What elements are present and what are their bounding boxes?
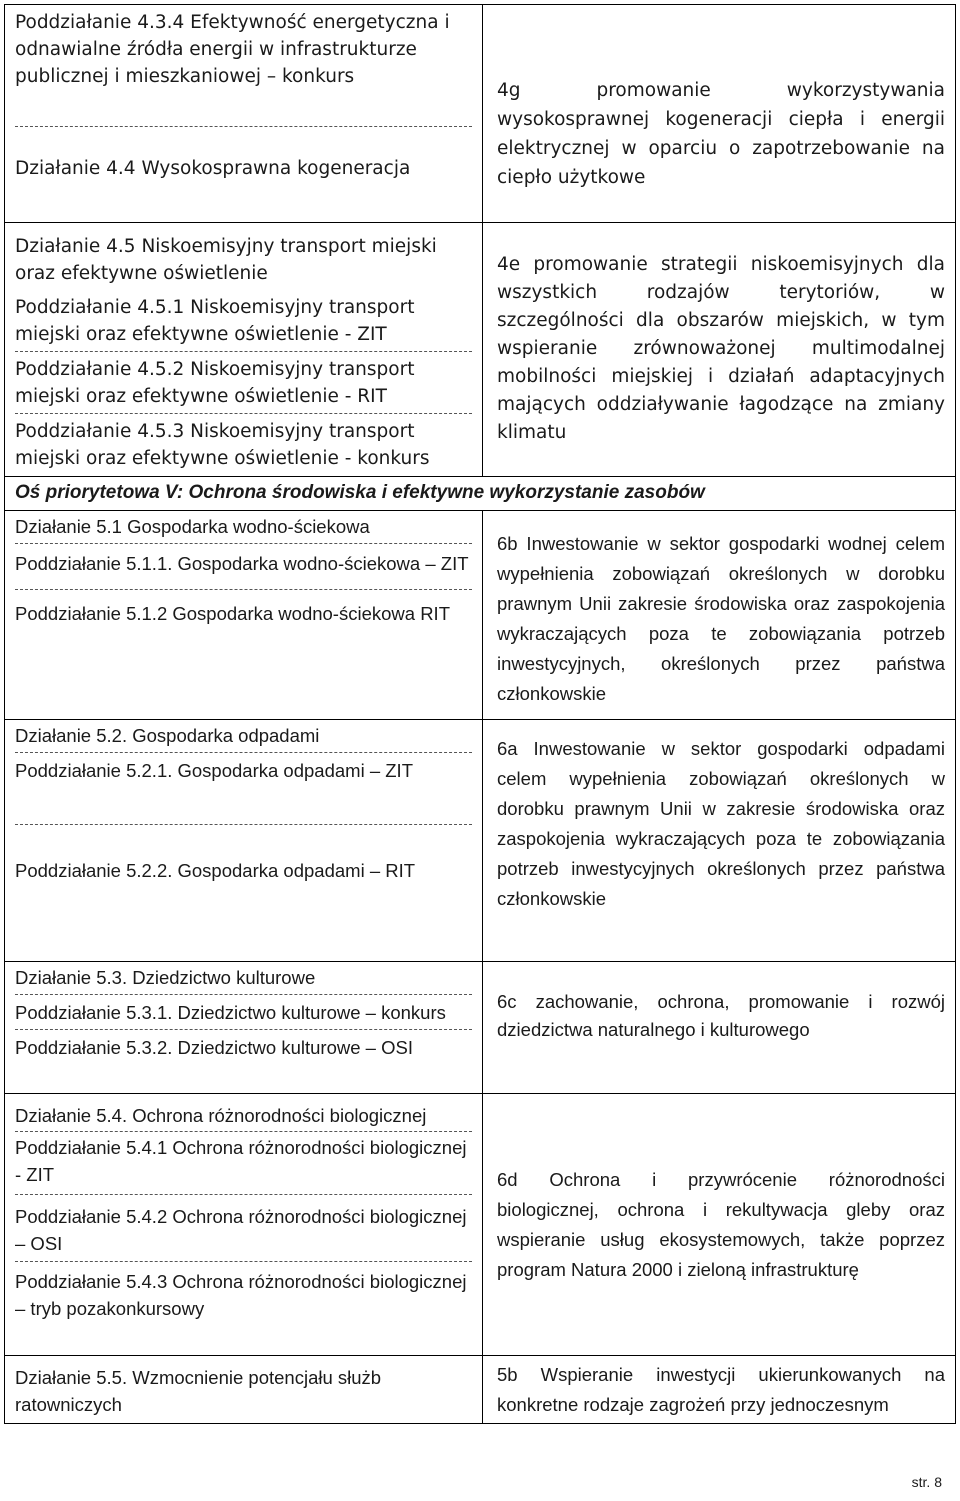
investment-priority: 4g promowanie wykorzystywania wysokosprawnej kogeneracji ciepła i energii elektrycznej w oparciu o zapotrzebowanie na ciepło użytkowe: [497, 79, 945, 188]
measure-entry: Działanie 4.5 Niskoemisyjny transport miejski oraz efektywne oświetlenie: [15, 236, 437, 284]
measure-entry: Poddziałanie 4.5.3 Niskoemisyjny transport miejski oraz efektywne oświetlenie - konkurs: [15, 421, 430, 469]
left-cell: [5, 720, 483, 961]
measure-entry: Poddziałanie 4.3.4 Efektywność energetyczna i odnawialne źródła energii w infrastrukturze publicznej i mieszkaniowej – konkurs: [15, 5, 472, 127]
measure-entry: Poddziałanie 5.4.3 Ochrona różnorodności biologicznej – tryb pozakonkursowy: [15, 1271, 467, 1319]
right-cell: [483, 511, 955, 719]
investment-priority: 5b Wspieranie inwestycji ukierunkowanych na konkretne rodzaje zagrożeń przy jednoczesnym: [497, 1364, 945, 1415]
right-cell: [483, 5, 955, 222]
measure-entry: Poddziałanie 5.4.2 Ochrona różnorodności biologicznej – OSI: [15, 1195, 472, 1262]
table-row: [5, 1356, 955, 1423]
table-row: [5, 223, 955, 477]
page-number: str. 8: [911, 1474, 942, 1490]
measure-entry: Poddziałanie 5.4.1 Ochrona różnorodności biologicznej - ZIT: [15, 1132, 472, 1195]
table-row: [5, 962, 955, 1094]
right-cell: [483, 1094, 955, 1355]
investment-priority: 6b Inwestowanie w sektor gospodarki wodnej celem wypełnienia zobowiązań określonych w dorobku prawnym Unii zakresie środowiska oraz zaspokojenia wykraczających poza te zobowiązania potrzeb inwestycyjnych, określonych przez państwa członkowskie: [497, 533, 945, 704]
left-cell: [5, 962, 483, 1093]
left-cell: [5, 1356, 483, 1423]
right-cell: [483, 1356, 955, 1423]
table-row: [5, 720, 955, 962]
measure-entry: Poddziałanie 5.3.1. Dziedzictwo kulturowe – konkurs: [15, 995, 472, 1030]
right-cell: [483, 720, 955, 961]
measure-entry: Działanie 5.4. Ochrona różnorodności biologicznej: [15, 1094, 472, 1132]
right-cell: [483, 223, 955, 476]
measure-entry: Poddziałanie 5.1.2 Gospodarka wodno-ściekowa RIT: [15, 603, 450, 624]
measure-entry: Poddziałanie 5.2.1. Gospodarka odpadami – ZIT: [15, 753, 472, 825]
table-row: [5, 511, 955, 720]
measure-entry: Działanie 4.4 Wysokosprawna kogeneracja: [15, 158, 411, 179]
table-row: [5, 1094, 955, 1356]
measure-entry: Poddziałanie 5.3.2. Dziedzictwo kulturowe – OSI: [15, 1037, 413, 1058]
table-row: [5, 5, 955, 223]
left-cell: [5, 223, 483, 476]
investment-priority: 6a Inwestowanie w sektor gospodarki odpadami celem wypełnienia zobowiązań określonych w dorobku prawnym Unii w zakresie środowiska oraz zaspokojenia wykraczających poza te zobowiązania potrzeb inwestycyjnych określonych przez państwa członkowskie: [497, 738, 945, 909]
left-cell: [5, 511, 483, 719]
investment-priority: 4e promowanie strategii niskoemisyjnych dla wszystkich rodzajów terytoriów, w szczególności dla obszarów miejskich, w tym wspieranie zrównoważonej multimodalnej mobilności miejskiej i działań adaptacyjnych mających oddziaływanie łagodzące na zmiany klimatu: [497, 254, 945, 443]
measure-entry: Poddziałanie 5.2.2. Gospodarka odpadami – RIT: [15, 860, 416, 881]
measure-entry: Działanie 5.5. Wzmocnienie potencjału służb ratowniczych: [15, 1367, 382, 1415]
priority-axis-heading: Oś priorytetowa V: Ochrona środowiska i efektywne wykorzystanie zasobów: [5, 477, 955, 511]
investment-priority: 6c zachowanie, ochrona, promowanie i rozwój dziedzictwa naturalnego i kulturowego: [497, 991, 945, 1040]
right-cell: [483, 962, 955, 1093]
investment-priority: 6d Ochrona i przywrócenie różnorodności biologicznej, ochrona i rekultywacja gleby oraz wspieranie usług ekosystemowych, także poprzez program Natura 2000 i zieloną infrastrukturę: [497, 1168, 945, 1280]
measure-entry: Poddziałanie 4.5.1 Niskoemisyjny transport miejski oraz efektywne oświetlenie - ZIT: [15, 290, 472, 352]
left-cell: [5, 1094, 483, 1355]
measure-entry: Poddziałanie 5.1.1. Gospodarka wodno-ściekowa – ZIT: [15, 544, 472, 590]
measure-entry: Poddziałanie 4.5.2 Niskoemisyjny transport miejski oraz efektywne oświetlenie - RIT: [15, 352, 472, 414]
left-cell: [5, 5, 483, 222]
measure-entry: Działanie 5.3. Dziedzictwo kulturowe: [15, 962, 472, 995]
measures-table: [4, 4, 956, 1424]
measure-entry: Działanie 5.2. Gospodarka odpadami: [15, 720, 472, 753]
measure-entry: Działanie 5.1 Gospodarka wodno-ściekowa: [15, 511, 472, 544]
